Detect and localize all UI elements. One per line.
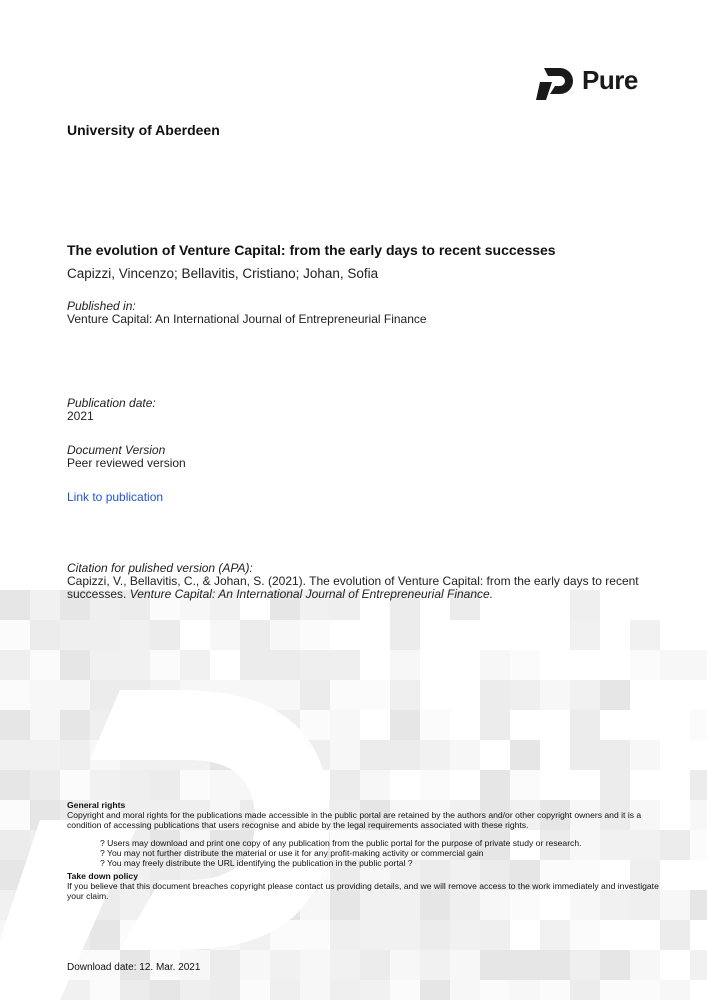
published-in-block	[67, 300, 427, 326]
logo-text: Pure	[582, 65, 638, 95]
citation-label: Citation for pulished version (APA):	[67, 561, 253, 575]
author-list: Capizzi, Vincenzo; Bellavitis, Cristiano; Johan, Sofia	[67, 266, 379, 281]
document-version-block	[67, 444, 186, 470]
publication-date-block	[67, 397, 156, 423]
link-block	[67, 491, 163, 504]
published-in-value: Venture Capital: An International Journal of Entrepreneurial Finance	[67, 312, 427, 326]
download-date: Download date: 12. Mar. 2021	[67, 962, 201, 973]
take-down-block	[67, 871, 667, 901]
link-to-publication[interactable]: Link to publication	[67, 490, 164, 504]
publication-date-label: Publication date:	[67, 396, 156, 410]
citation-journal: Venture Capital: An International Journal of Entrepreneurial Finance.	[129, 587, 494, 601]
rights-bullet: ? Users may download and print one copy of any publication from the public portal for the purpose of private study or research.	[100, 838, 582, 848]
general-rights-block	[67, 800, 667, 830]
document-version-value: Peer reviewed version	[67, 456, 186, 470]
general-rights-bullets	[100, 838, 660, 868]
rights-bullet: ? You may freely distribute the URL identifying the publication in the public portal ?	[100, 858, 413, 868]
take-down-text: If you believe that this document breaches copyright please contact us providing details, and we will remove access to the work immediately and investigate your claim.	[67, 881, 659, 901]
pure-logo-icon	[536, 66, 578, 102]
document-version-label: Document Version	[67, 443, 166, 457]
pure-logo	[536, 66, 646, 102]
publication-date-value: 2021	[67, 409, 94, 423]
citation-block	[67, 562, 647, 601]
document-title: The evolution of Venture Capital: from the early days to recent successes	[67, 242, 556, 258]
citation-text	[67, 575, 647, 601]
take-down-heading: Take down policy	[67, 871, 138, 881]
rights-bullet: ? You may not further distribute the material or use it for any profit-making activity or commercial gain	[100, 848, 484, 858]
citation-main: Capizzi, V., Bellavitis, C., & Johan, S. (2021). The evolution of Venture Capital: from the early days to recent successes.	[67, 574, 639, 601]
institution-name: University of Aberdeen	[67, 122, 220, 138]
general-rights-text: Copyright and moral rights for the publications made accessible in the public portal are retained by the authors and/or other copyright owners and it is a condition of accessing publications that users recognise and abide by the legal requirements associated with these rights.	[67, 810, 642, 830]
published-in-label: Published in:	[67, 299, 136, 313]
general-rights-heading: General rights	[67, 800, 126, 810]
pure-watermark	[0, 590, 707, 1000]
